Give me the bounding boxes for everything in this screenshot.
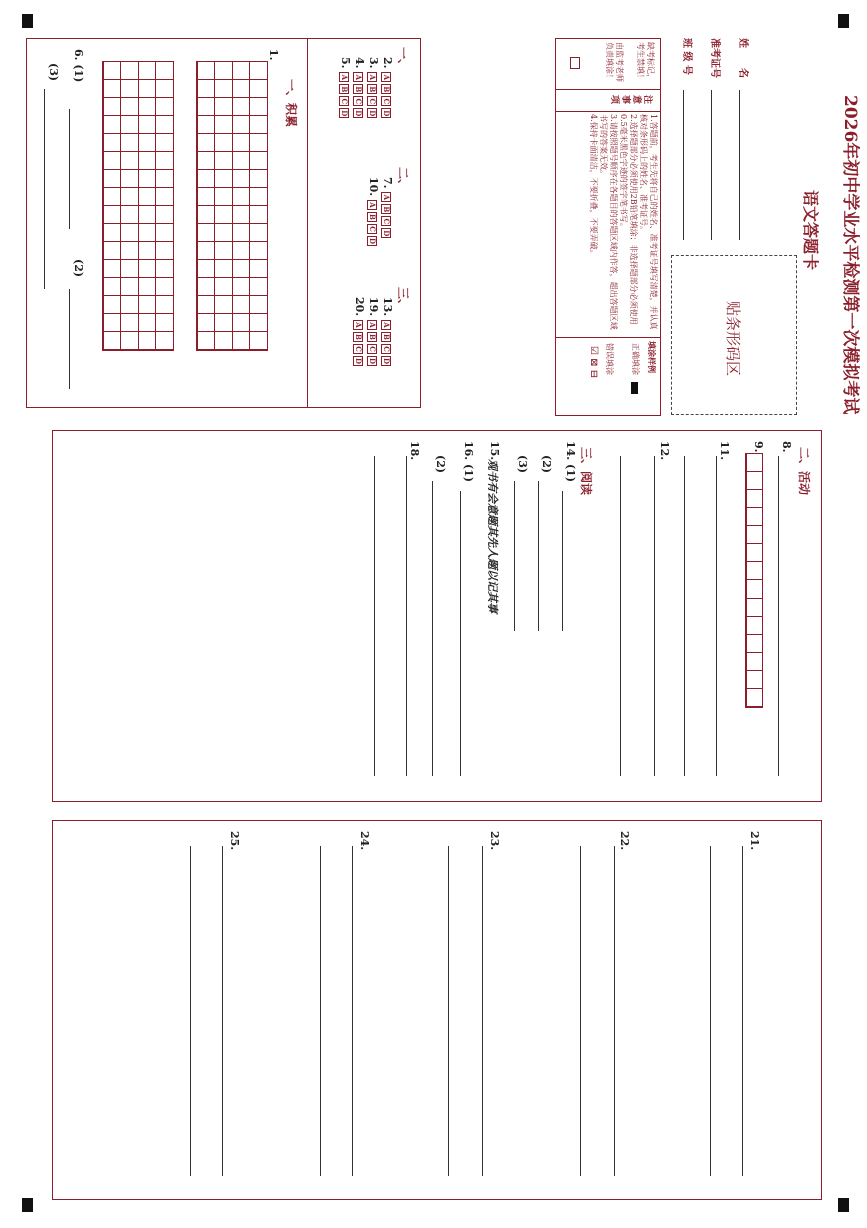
grid-cell[interactable] [138, 116, 156, 134]
grid-cell[interactable] [250, 206, 268, 224]
answer-line[interactable] [44, 89, 45, 289]
question-6-1-label: 6. (1) [72, 49, 85, 83]
section-reading-title: 三、阅读 [579, 447, 593, 496]
grid-cell[interactable] [138, 80, 156, 98]
grid-cell[interactable] [215, 296, 233, 314]
answer-line[interactable] [716, 456, 717, 776]
fill-example-cell [556, 337, 660, 416]
grid-cell[interactable] [250, 134, 268, 152]
mc-question-row[interactable]: 7. ABCD [381, 177, 394, 237]
grid-cell[interactable] [215, 170, 233, 188]
grid-cell[interactable] [197, 116, 215, 134]
grid-cell[interactable] [250, 152, 268, 170]
grid-cell[interactable] [138, 170, 156, 188]
grid-cell[interactable] [250, 188, 268, 206]
grid-cell[interactable] [197, 134, 215, 152]
grid-cell[interactable] [197, 332, 215, 350]
answer-line[interactable] [654, 456, 655, 776]
mc-group-1 [338, 57, 394, 120]
grid-cell[interactable] [156, 242, 174, 260]
grid-cell[interactable] [103, 242, 121, 260]
grid-cell[interactable] [156, 134, 174, 152]
grid-cell[interactable] [197, 152, 215, 170]
grid-cell[interactable] [197, 314, 215, 332]
grid-cell[interactable] [746, 599, 762, 617]
grid-cell[interactable] [156, 188, 174, 206]
section-activity-title: 二、活动 [797, 447, 811, 496]
question-25-label: 25. [228, 831, 241, 851]
notice-title: 注意事项 [609, 95, 652, 105]
answer-line[interactable] [620, 456, 621, 776]
mc-group-1-label: 一、 [396, 47, 410, 72]
grid-cell[interactable] [121, 224, 139, 242]
grid-cell[interactable] [232, 332, 250, 350]
barcode-area [671, 255, 797, 415]
section-accumulation-title: 一、积累 [284, 79, 298, 128]
mc-section [307, 39, 420, 407]
writing-grid-q1b[interactable] [102, 61, 174, 351]
fill-correct-sample [631, 382, 638, 394]
grid-cell[interactable] [121, 260, 139, 278]
grid-cell[interactable] [197, 62, 215, 80]
answer-line[interactable] [538, 481, 539, 631]
grid-cell[interactable] [250, 260, 268, 278]
answer-line[interactable] [352, 846, 353, 1176]
fill-wrong-label: 错误填涂 [605, 343, 614, 375]
grid-cell[interactable] [156, 224, 174, 242]
grid-cell[interactable] [232, 242, 250, 260]
grid-cell[interactable] [232, 188, 250, 206]
mc-question-row[interactable]: 2. ABCD [381, 57, 394, 117]
question-16-1-label: 16. (1) [462, 441, 475, 483]
question-18-label: 18. [408, 441, 421, 461]
grid-cell[interactable] [250, 314, 268, 332]
answer-line[interactable] [742, 846, 743, 1176]
grid-cell[interactable] [156, 80, 174, 98]
grid-cell[interactable] [215, 242, 233, 260]
grid-cell[interactable] [121, 62, 139, 80]
grid-cell[interactable] [232, 224, 250, 242]
notice-item: 1.答题前，考生先将自己的姓名、准考证号填写清楚，并认真核对条形码上的姓名、准考证号。 [639, 114, 658, 330]
grid-cell[interactable] [746, 653, 762, 671]
grid-cell[interactable] [138, 188, 156, 206]
grid-cell[interactable] [746, 580, 762, 598]
answer-line[interactable] [460, 491, 461, 776]
grid-cell[interactable] [197, 278, 215, 296]
answer-line[interactable] [710, 846, 711, 1176]
mc-question-row[interactable]: 20. ABCD [353, 297, 366, 365]
grid-cell[interactable] [121, 188, 139, 206]
grid-cell[interactable] [250, 224, 268, 242]
grid-cell[interactable] [156, 332, 174, 350]
grid-cell[interactable] [746, 671, 762, 689]
absent-checkbox[interactable] [570, 57, 580, 69]
grid-cell[interactable] [121, 332, 139, 350]
fill-example-title: 填涂样例 [647, 341, 657, 373]
grid-cell[interactable] [156, 206, 174, 224]
question-11-label: 11. [718, 441, 731, 461]
name-field[interactable] [739, 90, 740, 240]
grid-cell[interactable] [215, 116, 233, 134]
answer-line[interactable] [684, 456, 685, 776]
grid-cell[interactable] [138, 260, 156, 278]
grid-cell[interactable] [138, 62, 156, 80]
grid-cell[interactable] [215, 62, 233, 80]
grid-cell[interactable] [156, 62, 174, 80]
grid-cell[interactable] [215, 152, 233, 170]
question-12-label: 12. [658, 441, 671, 461]
fill-correct-label: 正确填涂 [631, 343, 640, 375]
exam-id-field[interactable] [711, 90, 712, 240]
grid-cell[interactable] [746, 490, 762, 508]
grid-cell[interactable] [197, 224, 215, 242]
grid-cell[interactable] [215, 278, 233, 296]
grid-cell[interactable] [138, 314, 156, 332]
answer-line[interactable] [448, 846, 449, 1176]
grid-cell[interactable] [156, 152, 174, 170]
grid-cell[interactable] [103, 170, 121, 188]
mc-group-2-label: 二、 [396, 167, 410, 192]
grid-cell[interactable] [232, 170, 250, 188]
panel-accumulation [26, 38, 421, 408]
notice-item: 4.保持卡面清洁，不要折叠，不要弄破。 [589, 114, 598, 258]
sheet-subtitle: 语文答题卡 [801, 190, 820, 271]
grid-cell[interactable] [250, 170, 268, 188]
absent-mark-cell [556, 39, 660, 90]
answer-line[interactable] [374, 456, 375, 776]
name-label: 姓 名 [737, 38, 748, 78]
question-21-label: 21. [748, 831, 761, 851]
grid-cell[interactable] [215, 224, 233, 242]
grid-cell[interactable] [250, 332, 268, 350]
grid-cell[interactable] [215, 80, 233, 98]
notice-item: 3.请按照题号顺序在各题目的答题区域内作答，超出答题区域书写的答案无效。 [599, 114, 618, 330]
mc-question-row[interactable]: 4. ABCD [353, 57, 366, 117]
grid-cell[interactable] [197, 296, 215, 314]
grid-cell[interactable] [103, 332, 121, 350]
panel-questions-21-25 [52, 820, 822, 1200]
grid-cell[interactable] [103, 314, 121, 332]
answer-line[interactable] [614, 846, 615, 1176]
grid-cell[interactable] [197, 260, 215, 278]
grid-cell[interactable] [746, 689, 762, 707]
grid-cell[interactable] [103, 80, 121, 98]
question-6-2-label: (2) [72, 259, 85, 278]
grid-cell[interactable] [746, 617, 762, 635]
grid-cell[interactable] [138, 152, 156, 170]
grid-cell[interactable] [215, 314, 233, 332]
question-15-label: 15. [488, 441, 501, 461]
mc-question-row[interactable]: 13. ABCD [381, 297, 394, 365]
grid-cell[interactable] [138, 296, 156, 314]
grid-cell[interactable] [103, 152, 121, 170]
grid-cell[interactable] [121, 206, 139, 224]
answer-line[interactable] [190, 846, 191, 1176]
grid-cell[interactable] [103, 98, 121, 116]
grid-cell[interactable] [103, 62, 121, 80]
question-8-label: 8. [780, 441, 793, 453]
grid-cell[interactable] [156, 278, 174, 296]
panel-activity-reading [52, 430, 822, 802]
question-24-label: 24. [358, 831, 371, 851]
grid-cell[interactable] [215, 260, 233, 278]
class-field[interactable] [683, 90, 684, 240]
answer-line[interactable] [778, 456, 779, 776]
grid-cell[interactable] [746, 508, 762, 526]
grid-cell[interactable] [121, 116, 139, 134]
grid-cell[interactable] [232, 296, 250, 314]
grid-cell[interactable] [103, 116, 121, 134]
grid-cell[interactable] [103, 224, 121, 242]
grid-cell[interactable] [215, 332, 233, 350]
answer-line[interactable] [562, 491, 563, 631]
grid-cell[interactable] [156, 260, 174, 278]
grid-cell[interactable] [250, 116, 268, 134]
grid-cell[interactable] [250, 278, 268, 296]
grid-cell[interactable] [250, 80, 268, 98]
mc-group-3 [352, 297, 394, 368]
grid-cell[interactable] [232, 206, 250, 224]
exam-title: 2026年初中学业水平检测第一次模拟考试 [840, 95, 860, 415]
grid-cell[interactable] [103, 278, 121, 296]
mc-question-row[interactable]: 19. ABCD [367, 297, 380, 365]
grid-cell[interactable] [138, 134, 156, 152]
question-14-1-label: 14. (1) [564, 441, 577, 483]
grid-cell[interactable] [138, 332, 156, 350]
grid-cell[interactable] [250, 62, 268, 80]
answer-line[interactable] [69, 109, 70, 229]
grid-cell[interactable] [250, 296, 268, 314]
grid-cell[interactable] [232, 278, 250, 296]
grid-cell[interactable] [232, 80, 250, 98]
grid-cell[interactable] [103, 206, 121, 224]
grid-cell[interactable] [156, 296, 174, 314]
grid-cell[interactable] [746, 635, 762, 653]
grid-cell[interactable] [746, 526, 762, 544]
barcode-label: 贴条形码区 [724, 301, 742, 377]
grid-cell[interactable] [121, 314, 139, 332]
notice-item: 2.选择题部分必须使用2B铅笔填涂；非选择题部分必须使用0.5毫米黑色字迹的签字笔书写。 [619, 114, 638, 325]
grid-cell[interactable] [156, 116, 174, 134]
answer-line[interactable] [222, 846, 223, 1176]
grid-cell[interactable] [232, 116, 250, 134]
grid-cell[interactable] [197, 170, 215, 188]
grid-cell[interactable] [121, 242, 139, 260]
question-14-3-label: (3) [516, 455, 529, 474]
grid-cell[interactable] [232, 152, 250, 170]
grid-cell[interactable] [156, 314, 174, 332]
grid-cell[interactable] [103, 260, 121, 278]
notice-box [555, 38, 661, 416]
mc-group-2 [366, 177, 394, 248]
grid-cell[interactable] [103, 296, 121, 314]
grid-cell[interactable] [121, 152, 139, 170]
grid-cell[interactable] [250, 242, 268, 260]
absent-label: 缺考标记，考生禁填！ [636, 42, 655, 82]
question-22-label: 22. [618, 831, 631, 851]
grid-cell[interactable] [121, 134, 139, 152]
mc-question-row[interactable]: 5. ABCD [339, 57, 352, 117]
answer-line[interactable] [432, 481, 433, 776]
question-1-label: 1. [267, 49, 280, 61]
answer-line[interactable] [320, 846, 321, 1176]
grid-cell[interactable] [250, 98, 268, 116]
grid-cell[interactable] [232, 62, 250, 80]
grid-cell[interactable] [232, 98, 250, 116]
answer-line[interactable] [69, 289, 70, 389]
grid-cell[interactable] [138, 278, 156, 296]
grid-cell[interactable] [103, 188, 121, 206]
answer-line[interactable] [514, 481, 515, 631]
notice-list [588, 114, 658, 334]
grid-cell[interactable] [232, 260, 250, 278]
grid-cell[interactable] [746, 562, 762, 580]
question-14-2-label: (2) [540, 455, 553, 474]
grid-cell[interactable] [138, 98, 156, 116]
grid-cell[interactable] [156, 170, 174, 188]
grid-cell[interactable] [121, 80, 139, 98]
grid-cell[interactable] [197, 242, 215, 260]
answer-line[interactable] [406, 456, 407, 776]
grid-cell[interactable] [121, 170, 139, 188]
answer-line[interactable] [482, 846, 483, 1176]
mc-question-row[interactable]: 3. ABCD [367, 57, 380, 117]
grid-cell[interactable] [215, 134, 233, 152]
answer-line[interactable] [580, 846, 581, 1176]
grid-cell[interactable] [121, 296, 139, 314]
grid-cell[interactable] [746, 454, 762, 472]
notice-title-cell [556, 91, 660, 112]
absent-sub: 由监考老师负责填涂！ [605, 42, 624, 82]
question-23-label: 23. [488, 831, 501, 851]
question-16-2-label: (2) [434, 455, 447, 474]
mc-group-3-label: 三、 [396, 287, 410, 312]
grid-cell[interactable] [103, 134, 121, 152]
grid-cell[interactable] [232, 314, 250, 332]
grid-cell[interactable] [121, 98, 139, 116]
grid-cell[interactable] [197, 206, 215, 224]
grid-cell[interactable] [156, 98, 174, 116]
mc-question-row[interactable]: 10. ABCD [367, 177, 380, 245]
grid-cell[interactable] [197, 80, 215, 98]
grid-cell[interactable] [746, 472, 762, 490]
grid-cell[interactable] [121, 278, 139, 296]
grid-cell[interactable] [215, 206, 233, 224]
grid-cell[interactable] [232, 134, 250, 152]
question-15-prompt: 观书有会意题其先人题以记其事 [486, 459, 499, 613]
grid-cell[interactable] [215, 188, 233, 206]
writing-grid-q9[interactable] [745, 453, 763, 708]
fill-wrong-sample-icon: ☑ ⊠ ⊟ [588, 346, 599, 379]
question-9-label: 9. [752, 441, 765, 453]
writing-grid-q1[interactable] [196, 61, 268, 351]
question-6-3-label: (3) [47, 63, 60, 82]
grid-cell[interactable] [746, 544, 762, 562]
grid-cell[interactable] [138, 224, 156, 242]
exam-id-label: 准考证号 [709, 38, 720, 78]
class-label: 班 级 号 [681, 38, 692, 75]
grid-cell[interactable] [138, 242, 156, 260]
grid-cell[interactable] [138, 206, 156, 224]
grid-cell[interactable] [215, 98, 233, 116]
grid-cell[interactable] [197, 188, 215, 206]
grid-cell[interactable] [197, 98, 215, 116]
